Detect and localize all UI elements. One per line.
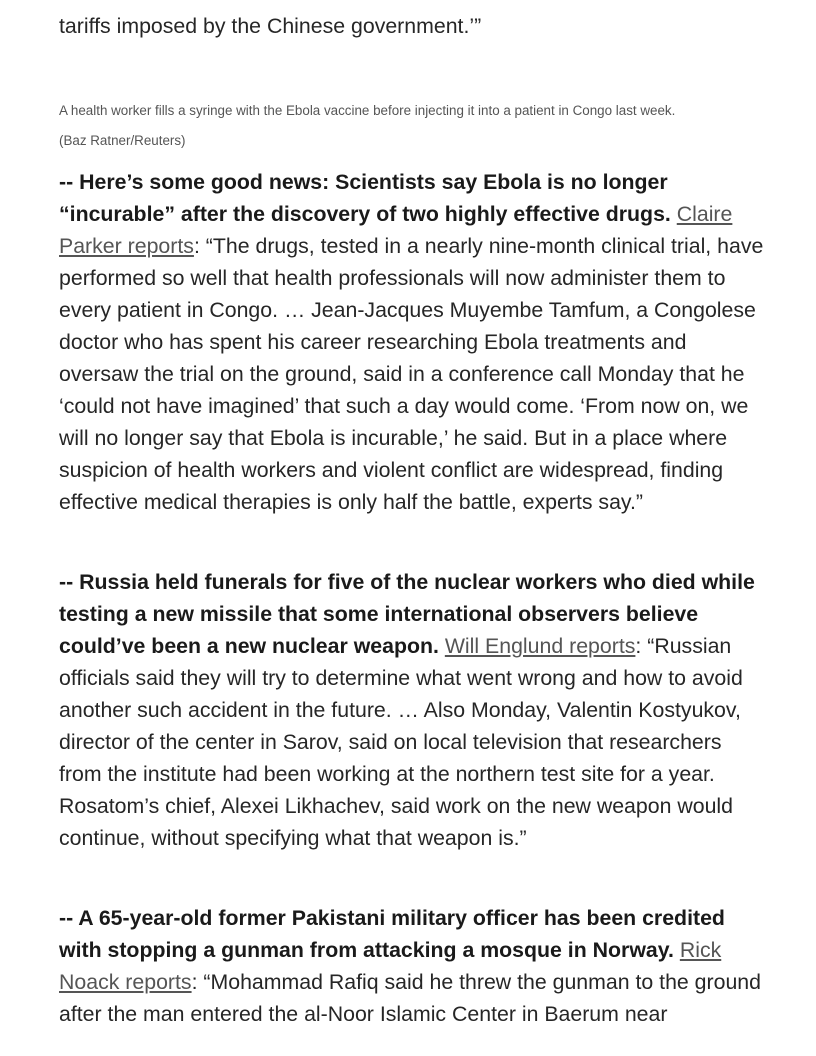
claire-parker-link[interactable]: Claire Parker reports xyxy=(59,202,733,258)
caption-text: A health worker fills a syringe with the Ebola vaccine before injecting it into a patient in Congo last week. xyxy=(59,103,676,118)
intro-text: tariffs imposed by the Chinese government.’” xyxy=(59,14,482,38)
news-headline: -- Here’s some good news: Scientists say Ebola is no longer “incurable” after the discovery of two highly effective drugs. xyxy=(59,170,671,226)
news-item-ebola xyxy=(59,166,769,518)
news-item-norway xyxy=(59,902,769,1030)
news-body: : “Mohammad Rafiq said he threw the gunman to the ground after the man entered the al-Noor Islamic Center in Baerum near xyxy=(59,970,761,1026)
photo-caption xyxy=(59,96,769,156)
news-headline: -- A 65-year-old former Pakistani military officer has been credited with stopping a gunman from attacking a mosque in Norway. xyxy=(59,906,725,962)
news-body: : “Russian officials said they will try to determine what went wrong and how to avoid another such accident in the future. … Also Monday, Valentin Kostyukov, director of the center in Sarov, said on local television that researchers from the institute had been working at the northern test site for a year. Rosatom’s chief, Alexei Likhachev, said work on the new weapon would continue, without specifying what that weapon is.” xyxy=(59,634,743,850)
will-englund-link[interactable]: Will Englund reports xyxy=(444,634,636,658)
caption-credit: (Baz Ratner/Reuters) xyxy=(59,133,186,148)
news-headline: -- Russia held funerals for five of the nuclear workers who died while testing a new missile that some international observers believe could’ve been a new nuclear weapon. xyxy=(59,570,755,658)
news-body: : “The drugs, tested in a nearly nine-month clinical trial, have performed so well that health professionals will now administer them to every patient in Congo. … Jean-Jacques Muyembe Tamfum, a Congolese doctor who has spent his career researching Ebola treatments and oversaw the trial on the ground, said in a conference call Monday that he ‘could not have imagined’ that such a day would come. ‘From now on, we will no longer say that Ebola is incurable,’ he said. But in a place where suspicion of health workers and violent conflict are widespread, finding effective medical therapies is only half the battle, experts say.” xyxy=(59,234,764,514)
news-item-russia xyxy=(59,566,769,854)
rick-noack-link[interactable]: Rick Noack reports xyxy=(59,938,722,994)
